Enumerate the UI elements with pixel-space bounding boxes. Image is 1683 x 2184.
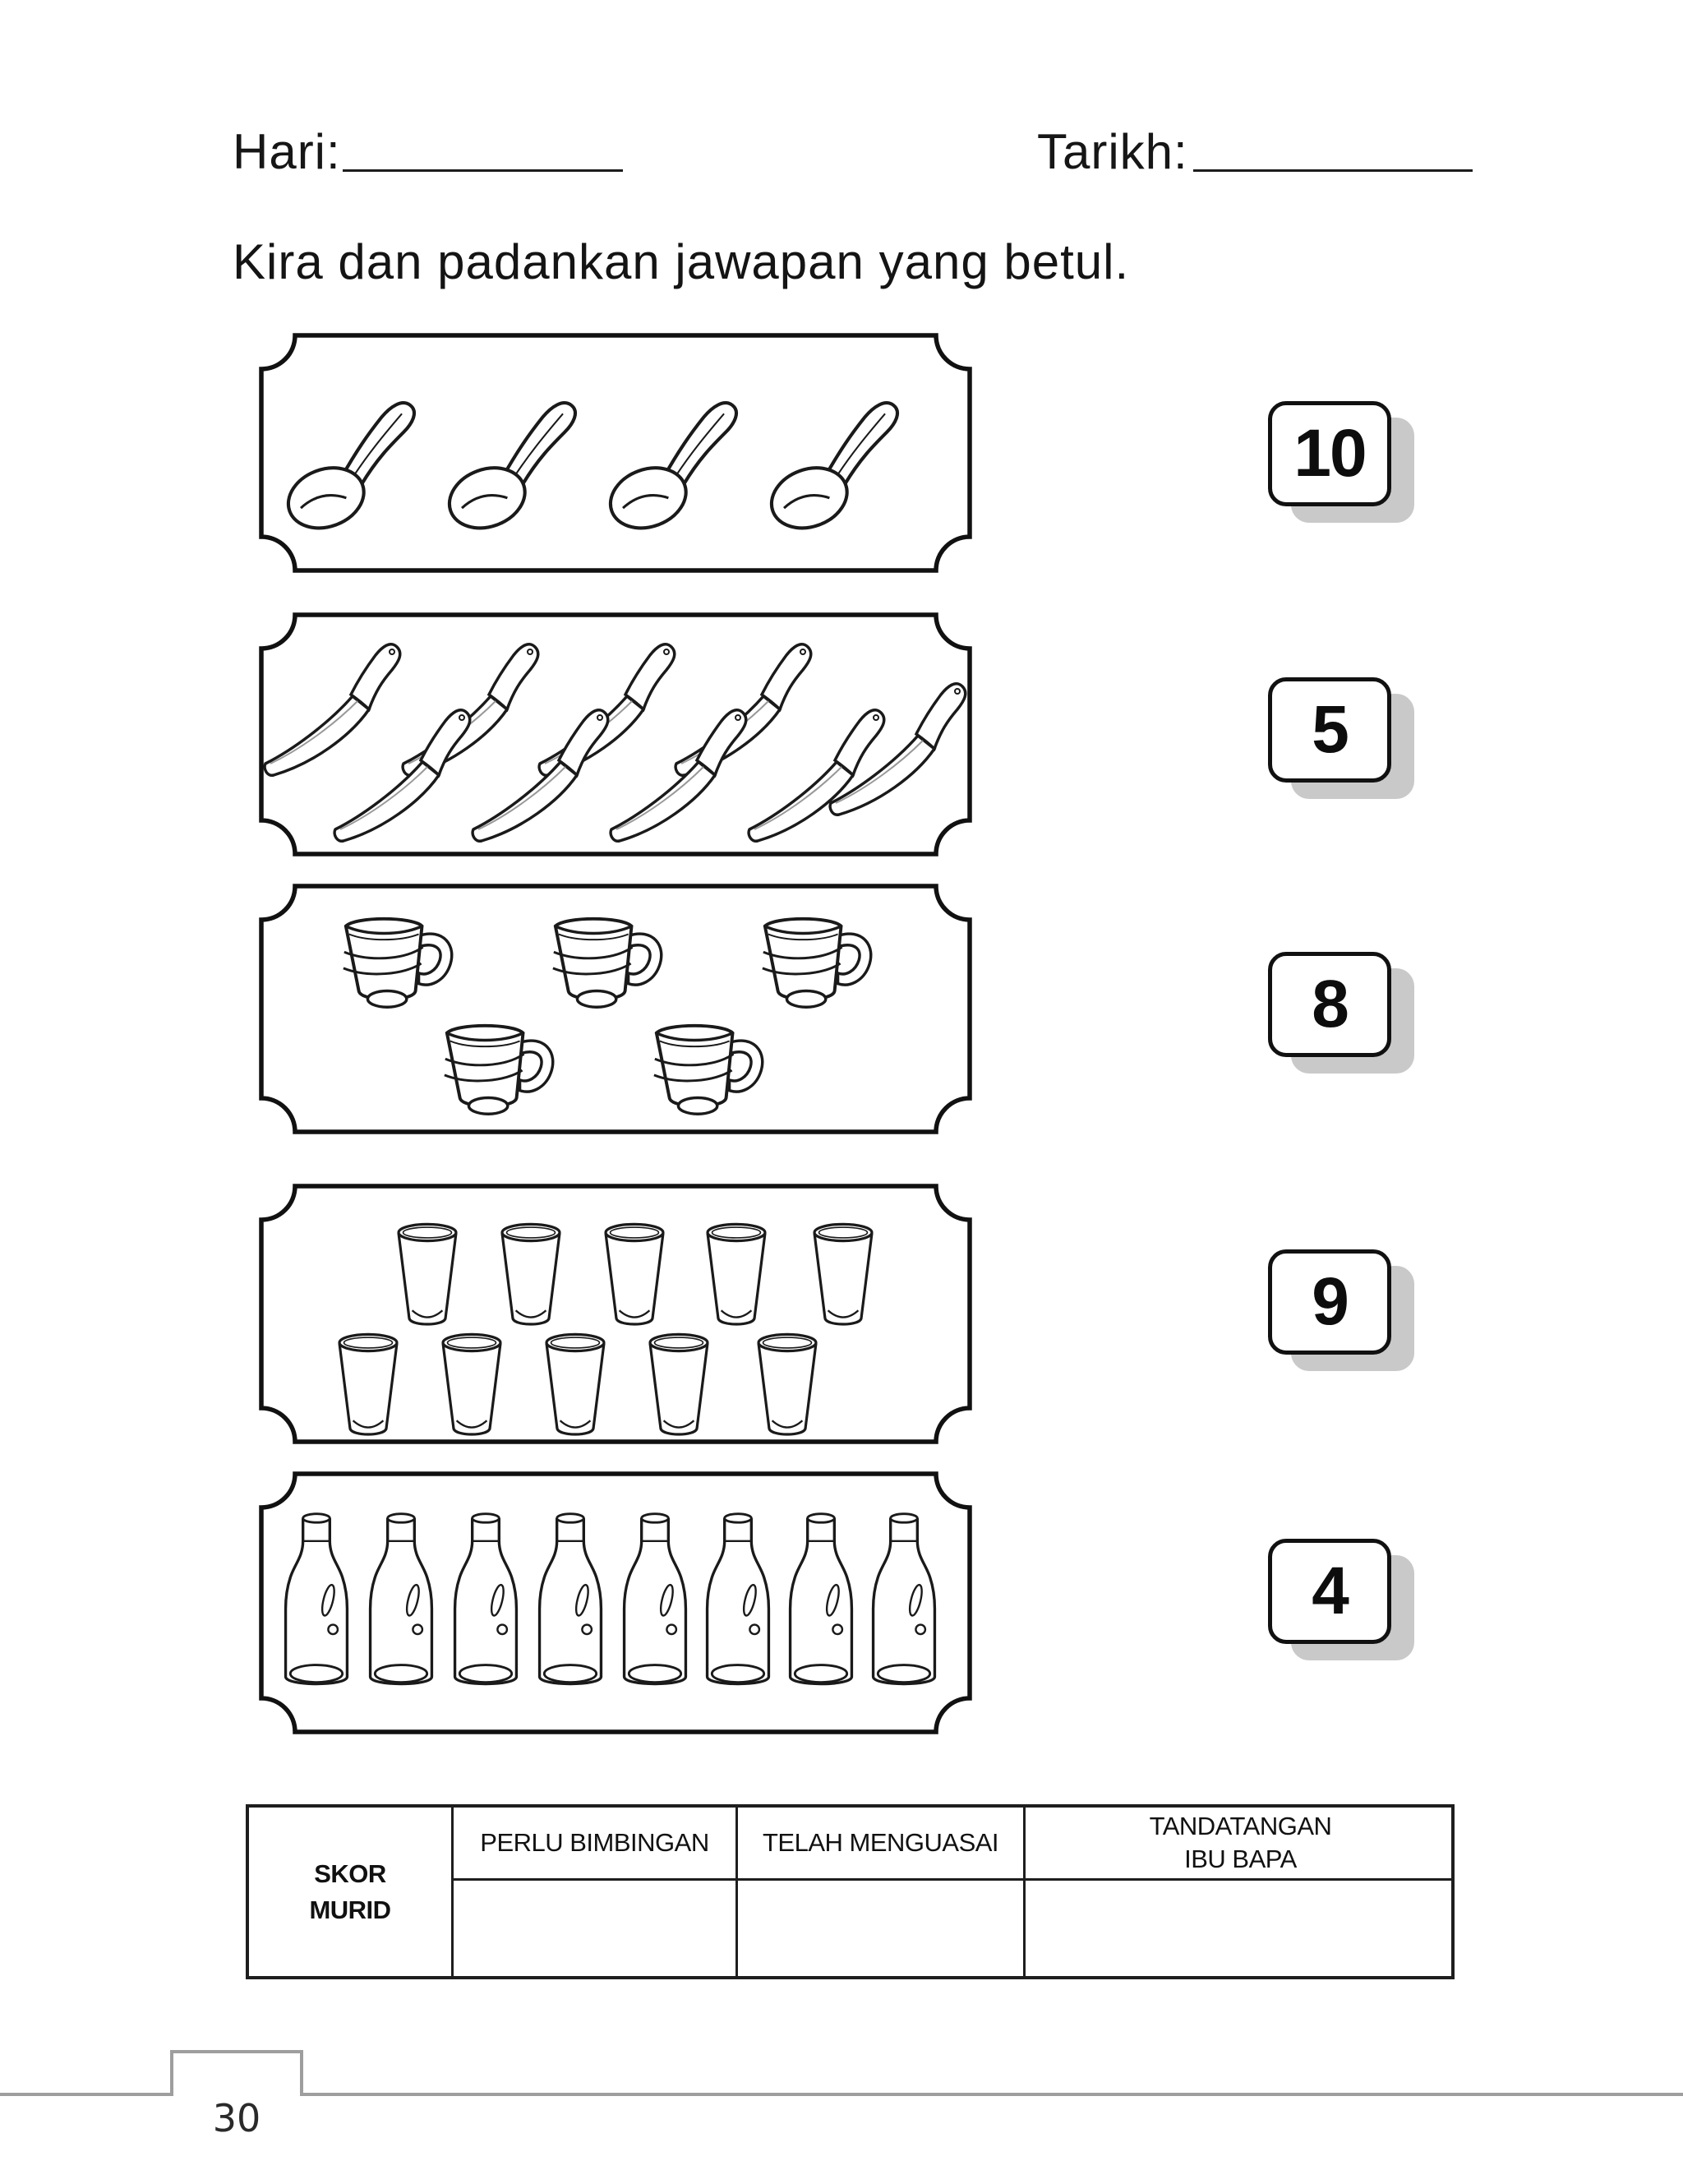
page-number-tab xyxy=(170,2050,303,2096)
glass-icon xyxy=(699,1218,773,1332)
count-box-bottles[interactable] xyxy=(259,1471,972,1734)
day-input-line[interactable] xyxy=(343,169,623,172)
cup-icon xyxy=(534,907,672,1020)
spoon-icon xyxy=(765,370,901,538)
count-box-knives[interactable] xyxy=(259,612,972,857)
bottle-icon xyxy=(865,1509,943,1703)
bottle-icon xyxy=(362,1509,440,1703)
bottle-icon xyxy=(277,1509,356,1703)
footer-rule-left xyxy=(0,2093,170,2096)
answer-card-4[interactable] xyxy=(1268,1539,1391,1644)
glass-icon xyxy=(435,1328,509,1442)
spoon-icon xyxy=(282,370,417,538)
bottle-icon xyxy=(782,1509,860,1703)
score-cell-telah-menguasai[interactable] xyxy=(738,1881,1023,1976)
cup-icon xyxy=(325,907,463,1020)
knife-icon xyxy=(605,688,749,857)
glass-icon xyxy=(390,1218,464,1332)
footer-rule-right xyxy=(303,2093,1683,2096)
knife-icon xyxy=(329,688,473,857)
cup-icon xyxy=(744,907,882,1020)
day-label: Hari: xyxy=(233,124,341,179)
spoon-icon xyxy=(604,370,740,538)
score-cell-tandatangan[interactable] xyxy=(1026,1881,1455,1976)
answer-card-8[interactable] xyxy=(1268,952,1391,1057)
glass-icon xyxy=(597,1218,671,1332)
answer-card-5[interactable] xyxy=(1268,677,1391,783)
score-table-header-telah-menguasai: TELAH MENGUASAI xyxy=(762,1828,999,1857)
count-box-glasses[interactable] xyxy=(259,1184,972,1444)
instruction-text: Kira dan padankan jawapan yang betul. xyxy=(233,234,1130,289)
score-table-header-perlu-bimbingan: PERLU BIMBINGAN xyxy=(480,1828,709,1857)
count-box-cups[interactable] xyxy=(259,884,972,1134)
glass-icon xyxy=(538,1328,612,1442)
bottle-icon xyxy=(616,1509,694,1703)
bottle-icon xyxy=(699,1509,777,1703)
cup-icon xyxy=(426,1014,564,1127)
bottle-icon xyxy=(531,1509,610,1703)
page-number: 30 xyxy=(212,2096,261,2140)
cup-icon xyxy=(635,1014,773,1127)
score-table-row-header: SKOR MURID xyxy=(309,1858,391,1924)
knife-icon xyxy=(743,688,887,857)
spoon-icon xyxy=(443,370,579,538)
date-label: Tarikh: xyxy=(1037,124,1188,179)
answer-card-value: 8 xyxy=(1312,967,1348,1041)
answer-card-value: 4 xyxy=(1312,1554,1348,1628)
bottle-icon xyxy=(446,1509,525,1703)
glass-icon xyxy=(642,1328,716,1442)
answer-card-9[interactable] xyxy=(1268,1249,1391,1355)
score-table-header-tandatangan-ibu-bapa: TANDATANGAN IBU BAPA xyxy=(1149,1812,1332,1873)
glass-icon xyxy=(494,1218,568,1332)
answer-card-value: 9 xyxy=(1312,1264,1348,1339)
date-input-line[interactable] xyxy=(1193,169,1473,172)
score-table xyxy=(246,1804,1455,1979)
glass-icon xyxy=(806,1218,880,1332)
knife-icon xyxy=(467,688,611,857)
answer-card-value: 5 xyxy=(1312,692,1348,767)
score-cell-perlu-bimbingan[interactable] xyxy=(454,1881,735,1976)
count-box-spoons[interactable] xyxy=(259,333,972,573)
answer-card-10[interactable] xyxy=(1268,401,1391,506)
answer-card-value: 10 xyxy=(1293,416,1366,491)
glass-icon xyxy=(331,1328,405,1442)
glass-icon xyxy=(750,1328,824,1442)
